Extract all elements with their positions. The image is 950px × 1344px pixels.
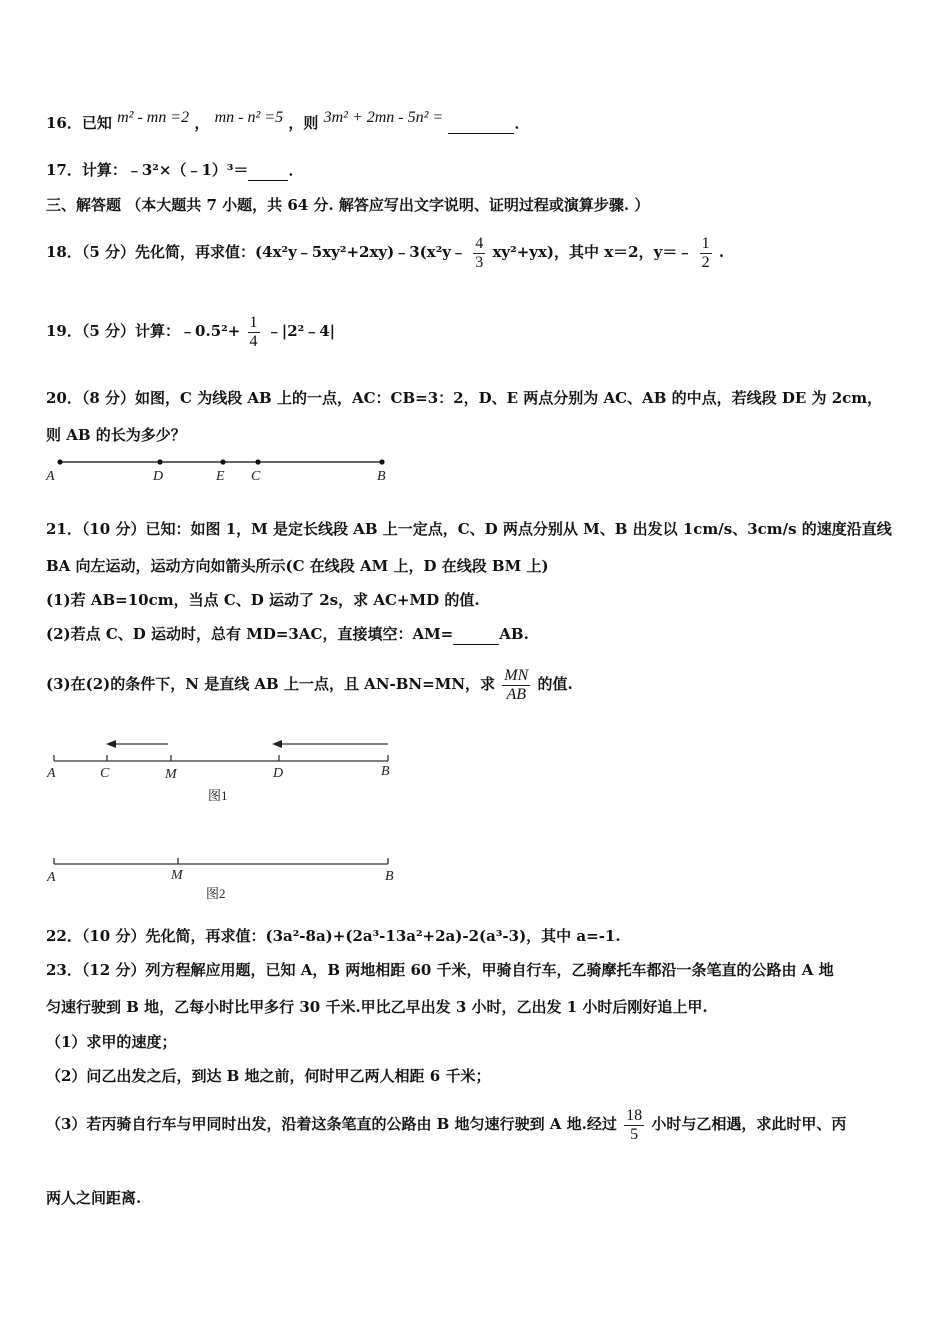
q18-frac1-denominator: 3 [475, 253, 484, 271]
q16-expr3: 3m² + 2mn - 5n² = [323, 109, 444, 126]
q17-prefix: 17．计算：﹣3²×（﹣1）³＝ [46, 161, 249, 179]
question-23-line6: 两人之间距离. [46, 1189, 142, 1207]
q20-label-e: E [216, 469, 225, 484]
q21-figure-2 [40, 850, 400, 900]
q21-fig2-caption: 图2 [206, 886, 226, 900]
q21-part2-suffix: AB. [499, 625, 529, 643]
q16-expr1: m² - mn =2 [117, 109, 190, 126]
q18-fraction-1-2 [700, 235, 712, 272]
q19-fraction-1-4 [248, 314, 260, 351]
q21-fig1-label-a: A [47, 766, 56, 781]
q21-frac-numerator: MN [504, 666, 529, 684]
q21-arrow-d-head [272, 740, 282, 748]
question-21-line3: (1)若 AB=10cm，当点 C、D 运动了 2s，求 AC+MD 的值. [46, 591, 480, 609]
q21-answer-blank[interactable] [453, 624, 499, 645]
q20-label-d: D [153, 469, 164, 484]
q20-figure [40, 450, 400, 490]
q21-part3-text: (3)在(2)的条件下，N 是直线 AB 上一点，且 AN-BN=MN，求 [46, 675, 496, 693]
q20-point-c [255, 459, 260, 464]
q20-label-c: C [251, 469, 261, 484]
q21-fig1-caption: 图1 [208, 788, 228, 803]
q21-arrow-c-head [106, 740, 116, 748]
question-18 [46, 232, 724, 272]
q18-part1: 18．（5 分）先化简，再求值：(4x²y﹣5xy²+2xy)﹣3(x²y﹣ [46, 243, 466, 261]
q19-part1: 19．（5 分）计算：﹣0.5²+ [46, 322, 241, 340]
q23-part3-text: （3）若丙骑自行车与甲同时出发，沿着这条笔直的公路由 B 地匀速行驶到 A 地.经过 [46, 1115, 617, 1133]
question-23-line5 [46, 1104, 846, 1144]
q20-point-e [220, 459, 225, 464]
q21-fig2-label-b: B [385, 869, 394, 884]
question-20-line2: 则 AB 的长为多少？ [46, 426, 186, 444]
question-20-line1: 20．（8 分）如图，C 为线段 AB 上的一点，AC：CB=3：2，D、E 两点分别为 AC、AB 的中点，若线段 DE 为 2cm， [46, 389, 883, 407]
q21-figure-1 [40, 730, 400, 810]
q20-point-a [57, 459, 62, 464]
q20-point-d [157, 459, 162, 464]
q21-fig1-label-m: M [165, 767, 177, 782]
q20-point-b [379, 459, 384, 464]
q18-frac2-denominator: 2 [701, 253, 710, 271]
question-21-line2: BA 向左运动，运动方向如箭头所示(C 在线段 AM 上，D 在线段 BM 上) [46, 557, 549, 575]
q21-part2-text: (2)若点 C、D 运动时，总有 MD=3AC，直接填空：AM= [46, 625, 454, 643]
q18-frac2-numerator: 1 [701, 234, 710, 252]
q21-fraction-mn-ab [502, 667, 530, 704]
q18-part2: xy²+yx)，其中 x＝2，y＝﹣ [492, 243, 693, 261]
q23-frac-denominator: 5 [630, 1125, 639, 1143]
question-23-line3: （1）求甲的速度； [46, 1033, 177, 1051]
q18-frac1-numerator: 4 [475, 234, 484, 252]
q18-fraction-4-3 [473, 235, 485, 272]
q16-suffix: ． [514, 114, 530, 132]
q19-part2: ﹣|2²﹣4| [266, 322, 336, 340]
q23-part3-suffix: 小时与乙相遇，求此时甲、丙 [651, 1115, 847, 1133]
q21-fig1-label-c: C [100, 766, 110, 781]
q16-prefix: 16．已知 [46, 114, 112, 132]
question-22: 22．（10 分）先化简，再求值：(3a²-8a)+(2a³-13a²+2a)-2(a³-3)，其中 a=-1. [46, 927, 621, 945]
question-17 [46, 160, 303, 181]
question-23-line1: 23．（12 分）列方程解应用题，已知 A，B 两地相距 60 千米，甲骑自行车，乙骑摩托车都沿一条笔直的公路由 A 地 [46, 961, 834, 979]
section-heading: 三、解答题 （本大题共 7 小题，共 64 分. 解答应写出文字说明、证明过程或演算步骤. ） [46, 196, 650, 214]
question-16 [46, 109, 530, 134]
q17-answer-blank[interactable] [248, 160, 288, 181]
q21-fig2-label-m: M [171, 868, 183, 883]
q23-fraction-18-5 [624, 1107, 644, 1144]
q19-frac-numerator: 1 [249, 313, 258, 331]
q16-answer-blank[interactable] [448, 113, 514, 134]
q21-frac-denominator: AB [506, 685, 527, 703]
q21-fig1-label-b: B [381, 764, 390, 779]
q17-suffix: ． [288, 161, 304, 179]
q20-label-b: B [377, 469, 386, 484]
q16-sep2: ，则 [288, 114, 319, 132]
q19-frac-denominator: 4 [249, 332, 258, 350]
q21-fig2-label-a: A [47, 870, 56, 885]
question-19 [46, 311, 335, 351]
q18-part3: . [718, 243, 725, 261]
q21-part3-suffix: 的值. [537, 675, 573, 693]
question-23-line4: （2）问乙出发之后，到达 B 地之前，何时甲乙两人相距 6 千米； [46, 1067, 491, 1085]
question-21-line4 [46, 624, 529, 645]
question-21-line1: 21．（10 分）已知：如图 1，M 是定长线段 AB 上一定点，C、D 两点分别从 M、B 出发以 1cm/s、3cm/s 的速度沿直线 [46, 520, 892, 538]
q20-label-a: A [46, 469, 55, 484]
q23-frac-numerator: 18 [626, 1106, 643, 1124]
question-21-line5 [46, 664, 573, 704]
q21-fig1-label-d: D [273, 766, 284, 781]
q16-expr2: mn - n² =5 [214, 109, 284, 126]
q16-sep1: ， [194, 114, 210, 132]
question-23-line2: 匀速行驶到 B 地，乙每小时比甲多行 30 千米.甲比乙早出发 3 小时，乙出发 1 小时后刚好追上甲. [46, 998, 708, 1016]
